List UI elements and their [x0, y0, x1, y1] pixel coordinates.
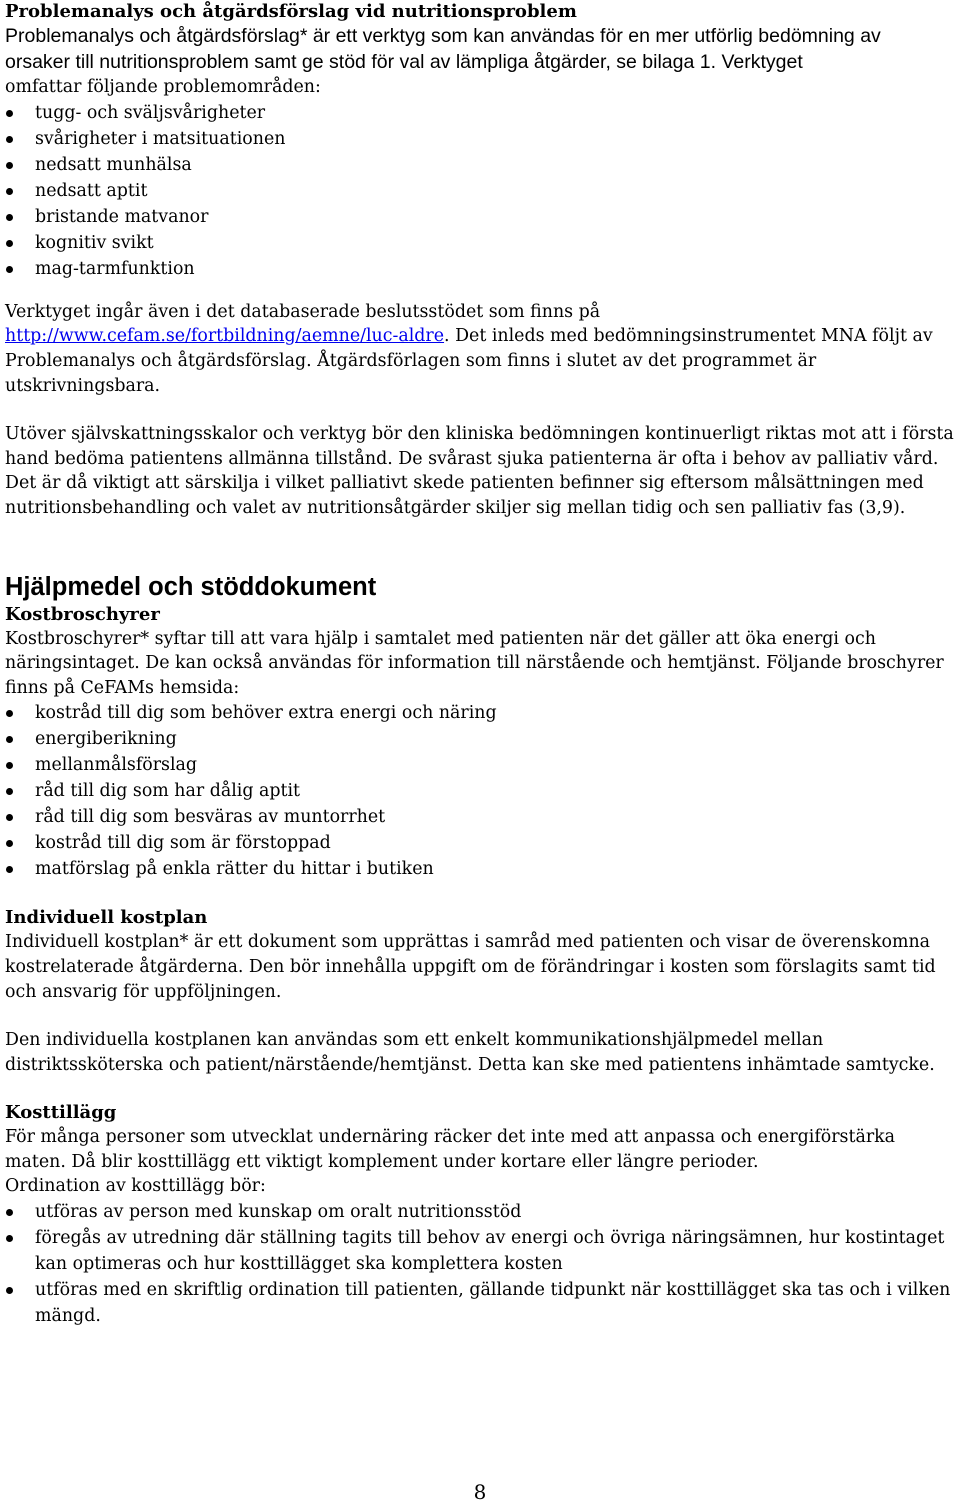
bullet-icon [6, 788, 13, 795]
list-item: utföras med en skriftlig ordination till patienten, gällande tidpunkt när kosttillägget ska tas och i vilken mängd. [5, 1277, 957, 1329]
intro-paragraph [5, 24, 957, 100]
subheading-kostbroschyrer: Kostbroschyrer [5, 603, 160, 625]
bullet-icon [6, 110, 13, 117]
bullet-icon [6, 188, 13, 195]
list-item: föregås av utredning där ställning tagits till behov av energi och övriga näringsämnen, hur kostintaget kan optimeras och hur kosttillägget ska komplettera kosten [5, 1225, 957, 1277]
list-item: matförslag på enkla rätter du hittar i butiken [5, 856, 957, 882]
cefam-link[interactable]: http://www.cefam.se/fortbildning/aemne/luc-aldre [5, 326, 445, 347]
list-item: bristande matvanor [5, 204, 957, 230]
bullet-icon [6, 1287, 13, 1294]
bullet-icon [6, 1235, 13, 1242]
list-item: tugg- och sväljsvårigheter [5, 100, 957, 126]
list-item: kostråd till dig som är förstoppad [5, 830, 957, 856]
brochure-list [5, 700, 957, 882]
section-heading-problemanalys: Problemanalys och åtgärdsförslag vid nutritionsproblem [5, 1, 577, 22]
bullet-icon [6, 1209, 13, 1216]
decision-support-text-cont: . Det inleds med bedömningsinstrumentet MNA följt av Problemanalys och åtgärdsförslag. Åtgärdsförlagen som finns i slutet av det programmet är utskrivningsbara. [5, 326, 933, 396]
kostplan-paragraph-2: Den individuella kostplanen kan användas som ett enkelt kommunikationshjälpmedel mellan distriktssköterska och patient/närstående/hemtjänst. Detta kan ske med patientens inhämtade samtycke. [5, 1030, 935, 1075]
section-heading-hjalpmedel: Hjälpmedel och stöddokument [5, 572, 377, 601]
kostbroschyrer-paragraph: Kostbroschyrer* syftar till att vara hjälp i samtalet med patienten när det gäller att öka energi och näringsintaget. De kan också användas för information till närstående och hemtjänst. Följande broschyrer finns på CeFAMs hemsida: [5, 628, 944, 698]
list-item: mag-tarmfunktion [5, 256, 957, 282]
intro-line-3: omfattar följande problemområden: [5, 77, 321, 98]
intro-line-2: orsaker till nutritionsproblem samt ge stöd för val av lämpliga åtgärder, se bilaga 1. [5, 50, 717, 73]
bullet-icon [6, 136, 13, 143]
list-item: kostråd till dig som behöver extra energi och näring [5, 700, 957, 726]
decision-support-paragraph [5, 300, 957, 398]
bullet-icon [6, 240, 13, 247]
kosttillagg-paragraph: För många personer som utvecklat undernäring räcker det inte med att anpassa och energiförstärka maten. Då blir kosttillägg ett viktigt komplement under kortare eller längre perioder. [5, 1127, 896, 1172]
page-number: 8 [473, 1480, 487, 1504]
list-item: energiberikning [5, 726, 957, 752]
list-item: kognitiv svikt [5, 230, 957, 256]
list-item: råd till dig som har dålig aptit [5, 778, 957, 804]
bullet-icon [6, 840, 13, 847]
document-page [5, 0, 957, 1329]
subheading-individuell-kostplan: Individuell kostplan [5, 907, 208, 929]
list-item: utföras av person med kunskap om oralt nutritionsstöd [5, 1199, 957, 1225]
bullet-icon [6, 736, 13, 743]
bullet-icon [6, 162, 13, 169]
bullet-icon [6, 866, 13, 873]
list-item: nedsatt munhälsa [5, 152, 957, 178]
intro-line-1: Problemanalys och åtgärdsförslag* är ett verktyg som kan användas för en mer utförlig bedömning av [5, 25, 881, 47]
problem-areas-list [5, 100, 957, 282]
list-item: råd till dig som besväras av muntorrhet [5, 804, 957, 830]
list-item: nedsatt aptit [5, 178, 957, 204]
ordination-list [5, 1199, 957, 1329]
intro-line-2b: Verktyget [716, 50, 803, 73]
kostplan-paragraph-1: Individuell kostplan* är ett dokument som upprättas i samråd med patienten och visar de överenskomna kostrelaterade åtgärderna. Den bör innehålla uppgift om de förändringar i kosten som förslagits samt tid och ansvarig för uppföljningen. [5, 932, 936, 1002]
kosttillagg-ordination-label: Ordination av kosttillägg bör: [5, 1176, 266, 1197]
bullet-icon [6, 214, 13, 221]
list-item: mellanmålsförslag [5, 752, 957, 778]
clinical-assessment-paragraph: Utöver självskattningsskalor och verktyg bör den kliniska bedömningen kontinuerligt riktas mot att i första hand bedöma patientens allmänna tillstånd. De svårast sjuka patienterna är ofta i behov av palliativ vård. Det är då viktigt att särskilja i vilket palliativt skede patienten befinner sig eftersom målsättningen med nutritionsbehandling och valet av nutritionsåtgärder skiljer sig mellan tidig och sen palliativ fas (3,9). [5, 424, 954, 518]
subheading-kosttillagg: Kosttillägg [5, 1102, 117, 1124]
bullet-icon [6, 814, 13, 821]
decision-support-text: Verktyget ingår även i det databaserade beslutsstödet som finns på [5, 301, 601, 322]
bullet-icon [6, 266, 13, 273]
list-item: svårigheter i matsituationen [5, 126, 957, 152]
bullet-icon [6, 710, 13, 717]
bullet-icon [6, 762, 13, 769]
